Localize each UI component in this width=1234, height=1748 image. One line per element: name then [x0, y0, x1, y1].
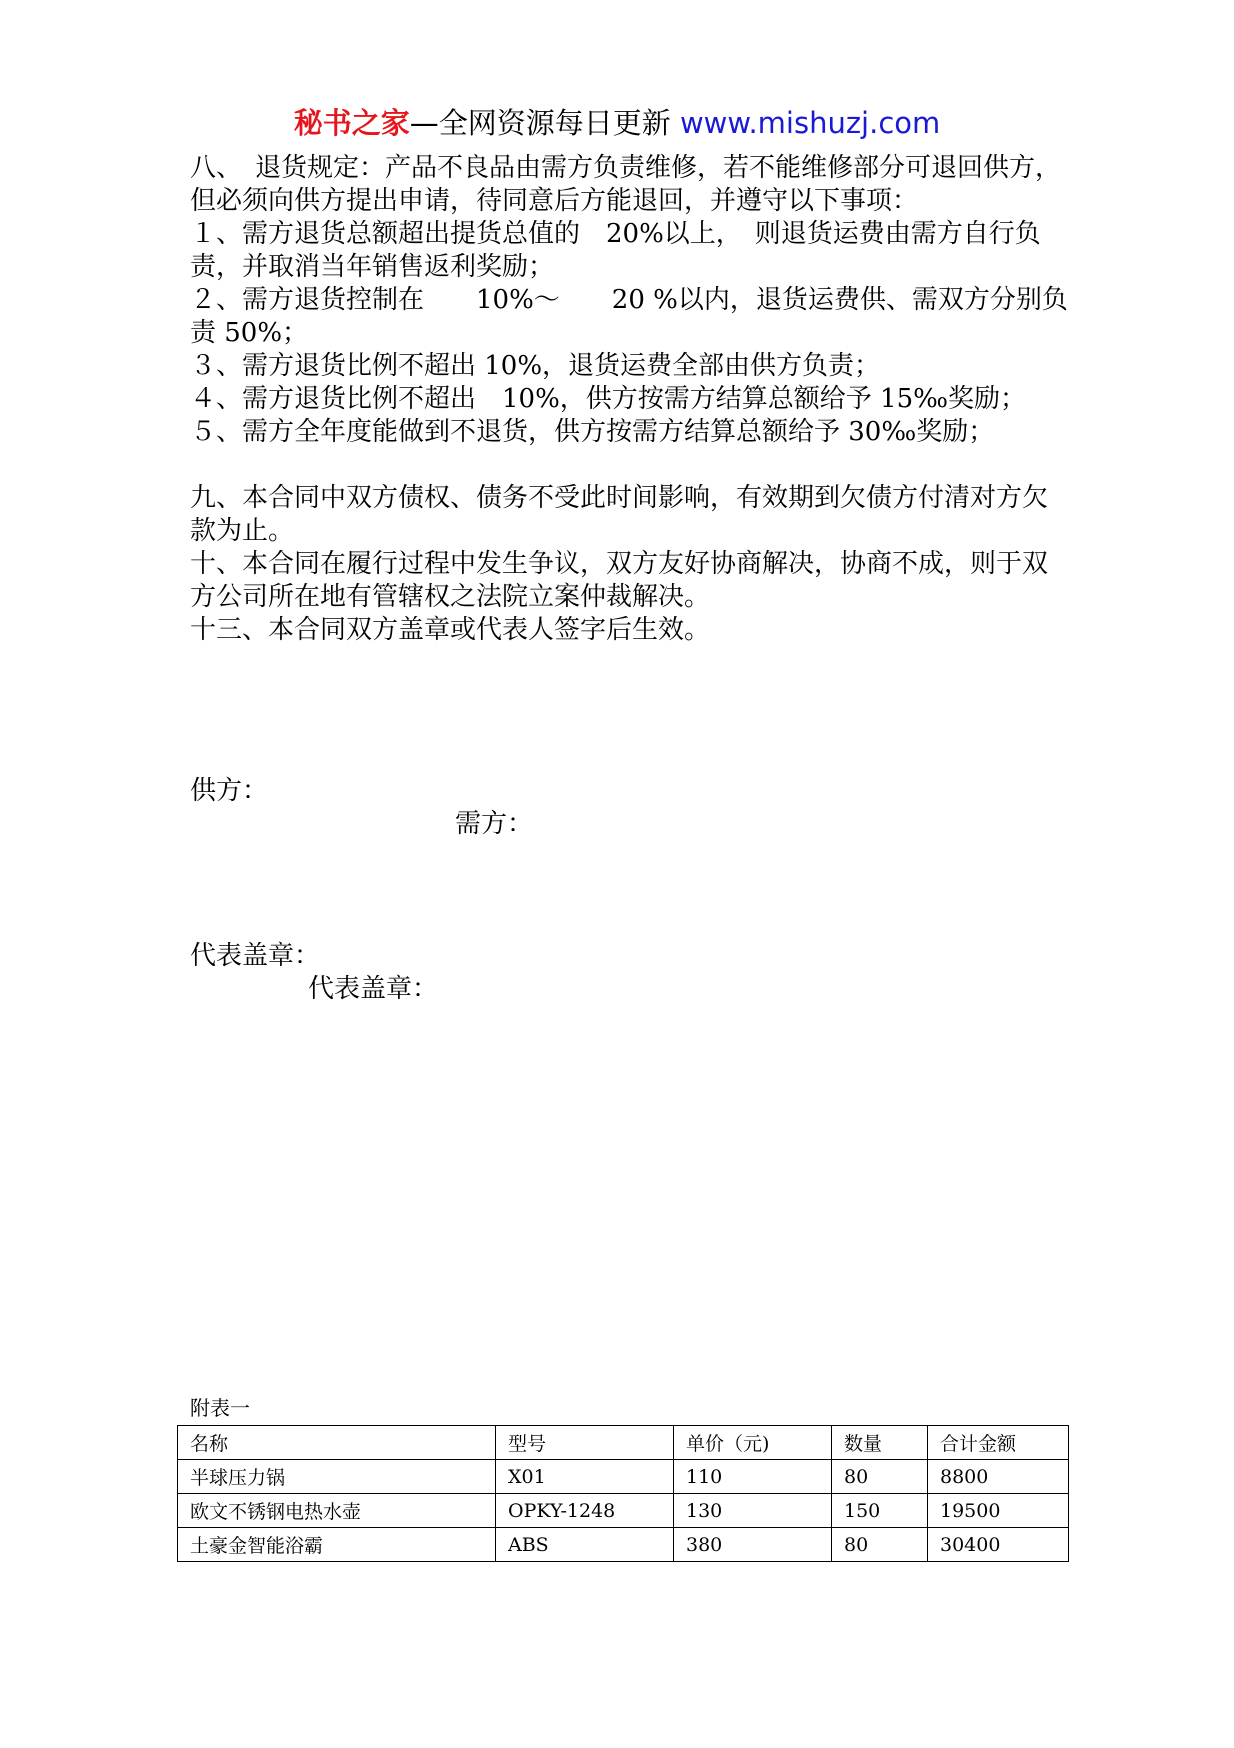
cell-unit-price: 380	[674, 1528, 832, 1562]
slogan: —全网资源每日更新	[409, 106, 671, 140]
cell-total: 8800	[928, 1460, 1069, 1494]
supplier-seal-label: 代表盖章：	[190, 941, 321, 971]
table-row	[178, 1460, 1069, 1494]
buyer-label: 需方：	[455, 809, 534, 839]
table-row	[178, 1494, 1069, 1528]
header-total: 合计金额	[928, 1426, 1069, 1460]
brand-name: 秘书之家	[293, 106, 410, 140]
clause-8-item-3: ３、需方退货比例不超出 10%，退货运费全部由供方负责；	[190, 351, 881, 381]
table-row	[178, 1528, 1069, 1562]
paragraph-gap	[190, 449, 1070, 482]
clause-10: 十、本合同在履行过程中发生争议，双方友好协商解决，协商不成，则于双方公司所在地有管辖权之法院立案仲裁解决。	[190, 549, 1049, 612]
clause-8-item-5: ５、需方全年度能做到不退货，供方按需方结算总额给予 30‰奖励；	[190, 417, 995, 447]
clause-9: 九、本合同中双方债权、债务不受此时间影响，有效期到欠债方付清对方欠款为止。	[190, 483, 1049, 546]
cell-total: 19500	[928, 1494, 1069, 1528]
clause-8-item-4: ４、需方退货比例不超出 10%，供方按需方结算总额给予 15‰奖励；	[190, 384, 1027, 414]
buyer-seal-label: 代表盖章：	[308, 974, 439, 1004]
cell-name: 半球压力锅	[178, 1460, 496, 1494]
clause-8-item-2: ２、需方退货控制在 10%～ 20 %以内，退货运费供、需双方分别负责 50%；	[190, 285, 1068, 348]
cell-unit-price: 110	[674, 1460, 832, 1494]
clause-8-item-1: １、需方退货总额超出提货总值的 20%以上， 则退货运费由需方自行负责，并取消当年销售返利奖励；	[190, 219, 1041, 282]
cell-model: OPKY-1248	[496, 1494, 674, 1528]
contract-clauses	[190, 152, 1070, 647]
cell-model: ABS	[496, 1528, 674, 1562]
cell-quantity: 80	[832, 1528, 928, 1562]
cell-quantity: 80	[832, 1460, 928, 1494]
clause-8: 八、 退货规定：产品不良品由需方负责维修，若不能维修部分可退回供方，但必须向供方提出申请，待同意后方能退回，并遵守以下事项：	[190, 153, 1062, 216]
cell-model: X01	[496, 1460, 674, 1494]
header-name: 名称	[178, 1426, 496, 1460]
appendix-table	[177, 1425, 1069, 1562]
appendix-title: 附表一	[190, 1396, 250, 1420]
cell-name: 土豪金智能浴霸	[178, 1528, 496, 1562]
header-unit-price: 单价（元)	[674, 1426, 832, 1460]
clause-13: 十三、本合同双方盖章或代表人签字后生效。	[190, 615, 711, 645]
site-header	[0, 103, 1234, 143]
header-quantity: 数量	[832, 1426, 928, 1460]
site-url-link[interactable]: www.mishuzj.com	[679, 106, 941, 140]
table-header-row	[178, 1426, 1069, 1460]
cell-name: 欧文不锈钢电热水壶	[178, 1494, 496, 1528]
cell-total: 30400	[928, 1528, 1069, 1562]
cell-quantity: 150	[832, 1494, 928, 1528]
header-model: 型号	[496, 1426, 674, 1460]
supplier-label: 供方：	[190, 776, 269, 806]
cell-unit-price: 130	[674, 1494, 832, 1528]
